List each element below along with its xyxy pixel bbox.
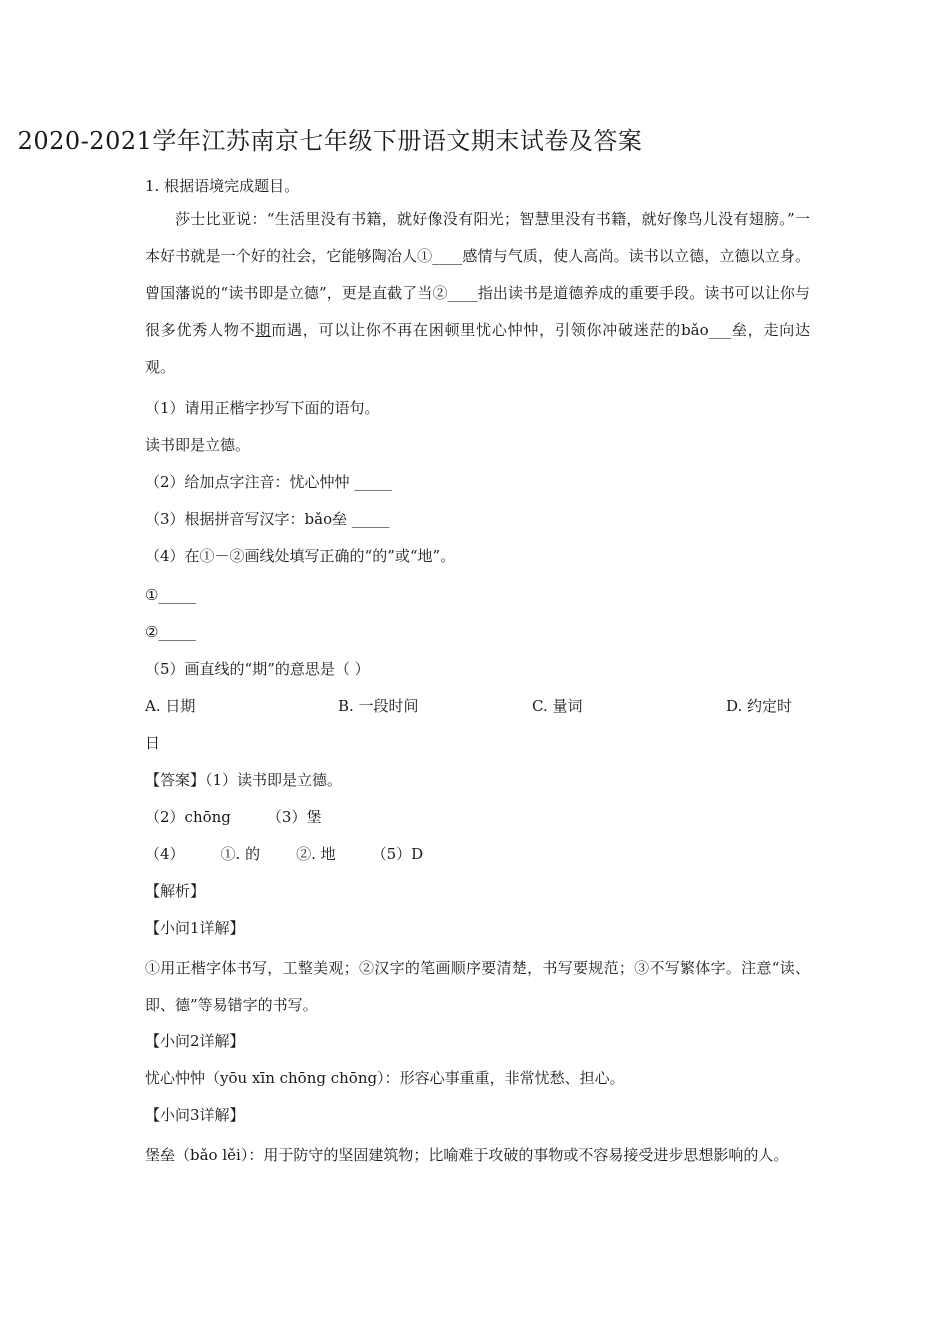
sub-question-1-text: 读书即是立德。 xyxy=(145,436,251,454)
answer-4-blank-1: ①. 的 xyxy=(220,845,261,863)
answer-2: （2）chōng xyxy=(145,808,231,826)
sub-question-2: （2）给加点字注音：忧心忡忡 _____ xyxy=(145,473,392,491)
sub-question-5: （5）画直线的“期”的意思是（ ） xyxy=(145,660,370,678)
answer-4-label: （4） xyxy=(145,845,185,863)
answer-line-1 xyxy=(145,769,342,791)
analysis-q2-label: 【小问2详解】 xyxy=(145,1032,245,1050)
answer-3: （3）堡 xyxy=(266,808,322,826)
document-page xyxy=(145,0,810,1344)
option-b: B. 一段时间 xyxy=(338,697,419,715)
underlined-character: 期 xyxy=(255,321,272,339)
analysis-q1-label: 【小问1详解】 xyxy=(145,919,245,937)
analysis-q3-label: 【小问3详解】 xyxy=(145,1106,245,1124)
sub-question-3: （3）根据拼音写汉字：bǎo垒 _____ xyxy=(145,510,390,528)
document-title: 2020-2021学年江苏南京七年级下册语文期末试卷及答案 xyxy=(17,127,643,155)
passage-paragraph xyxy=(145,201,810,386)
question-number: 1. 根据语境完成题目。 xyxy=(145,177,300,195)
analysis-label: 【解析】 xyxy=(145,882,206,900)
analysis-q2-text: 忧心忡忡（yōu xīn chōng chōng）：形容心事重重，非常忧愁、担心。 xyxy=(145,1069,625,1087)
sub-question-1: （1）请用正楷字抄写下面的语句。 xyxy=(145,399,380,417)
passage-text-part1: 莎士比亚说：“生活里没有书籍，就好像没有阳光；智慧里没有书籍，就好像鸟儿没有翅膀。”一本好书就是一个好的社会，它能够陶冶人①____感情与气质，使人高尚。读书以立德，立德以立身。曾国藩说的“读书即是立德”，更是直截了当②____指出读书是道德养成的重要手段。读书可以让你与很多优秀人物不 xyxy=(145,210,810,339)
option-a: A. 日期 xyxy=(145,697,196,715)
analysis-q1-text: ①用正楷字体书写，工整美观；②汉字的笔画顺序要清楚，书写要规范；③不写繁体字。注意“读、即、德”等易错字的书写。 xyxy=(145,959,810,1014)
sub-question-4-blank-2: ②_____ xyxy=(145,623,196,641)
answer-5: （5）D xyxy=(371,845,424,863)
option-d: D. 约定时 xyxy=(726,697,793,715)
sub-question-4-blank-1: ①_____ xyxy=(145,586,196,604)
option-d-continuation: 日 xyxy=(145,734,161,752)
answer-1: （1）读书即是立德。 xyxy=(205,771,343,789)
passage-text-part2: 而遇，可以让你不再在困顿里忧心忡忡，引领你冲破迷茫的bǎo___垒，走向达观。 xyxy=(145,321,810,376)
answer-label: 【答案】 xyxy=(145,771,206,789)
analysis-q3-text: 堡垒（bǎo lěi）：用于防守的坚固建筑物；比喻难于攻破的事物或不容易接受进步思想影响的人。 xyxy=(145,1146,789,1164)
sub-question-4: （4）在①－②画线处填写正确的“的”或“地”。 xyxy=(145,547,456,565)
option-c: C. 量词 xyxy=(532,697,583,715)
answer-line-3 xyxy=(145,843,423,865)
answer-line-2 xyxy=(145,806,321,828)
answer-4-blank-2: ②. 地 xyxy=(296,845,336,863)
